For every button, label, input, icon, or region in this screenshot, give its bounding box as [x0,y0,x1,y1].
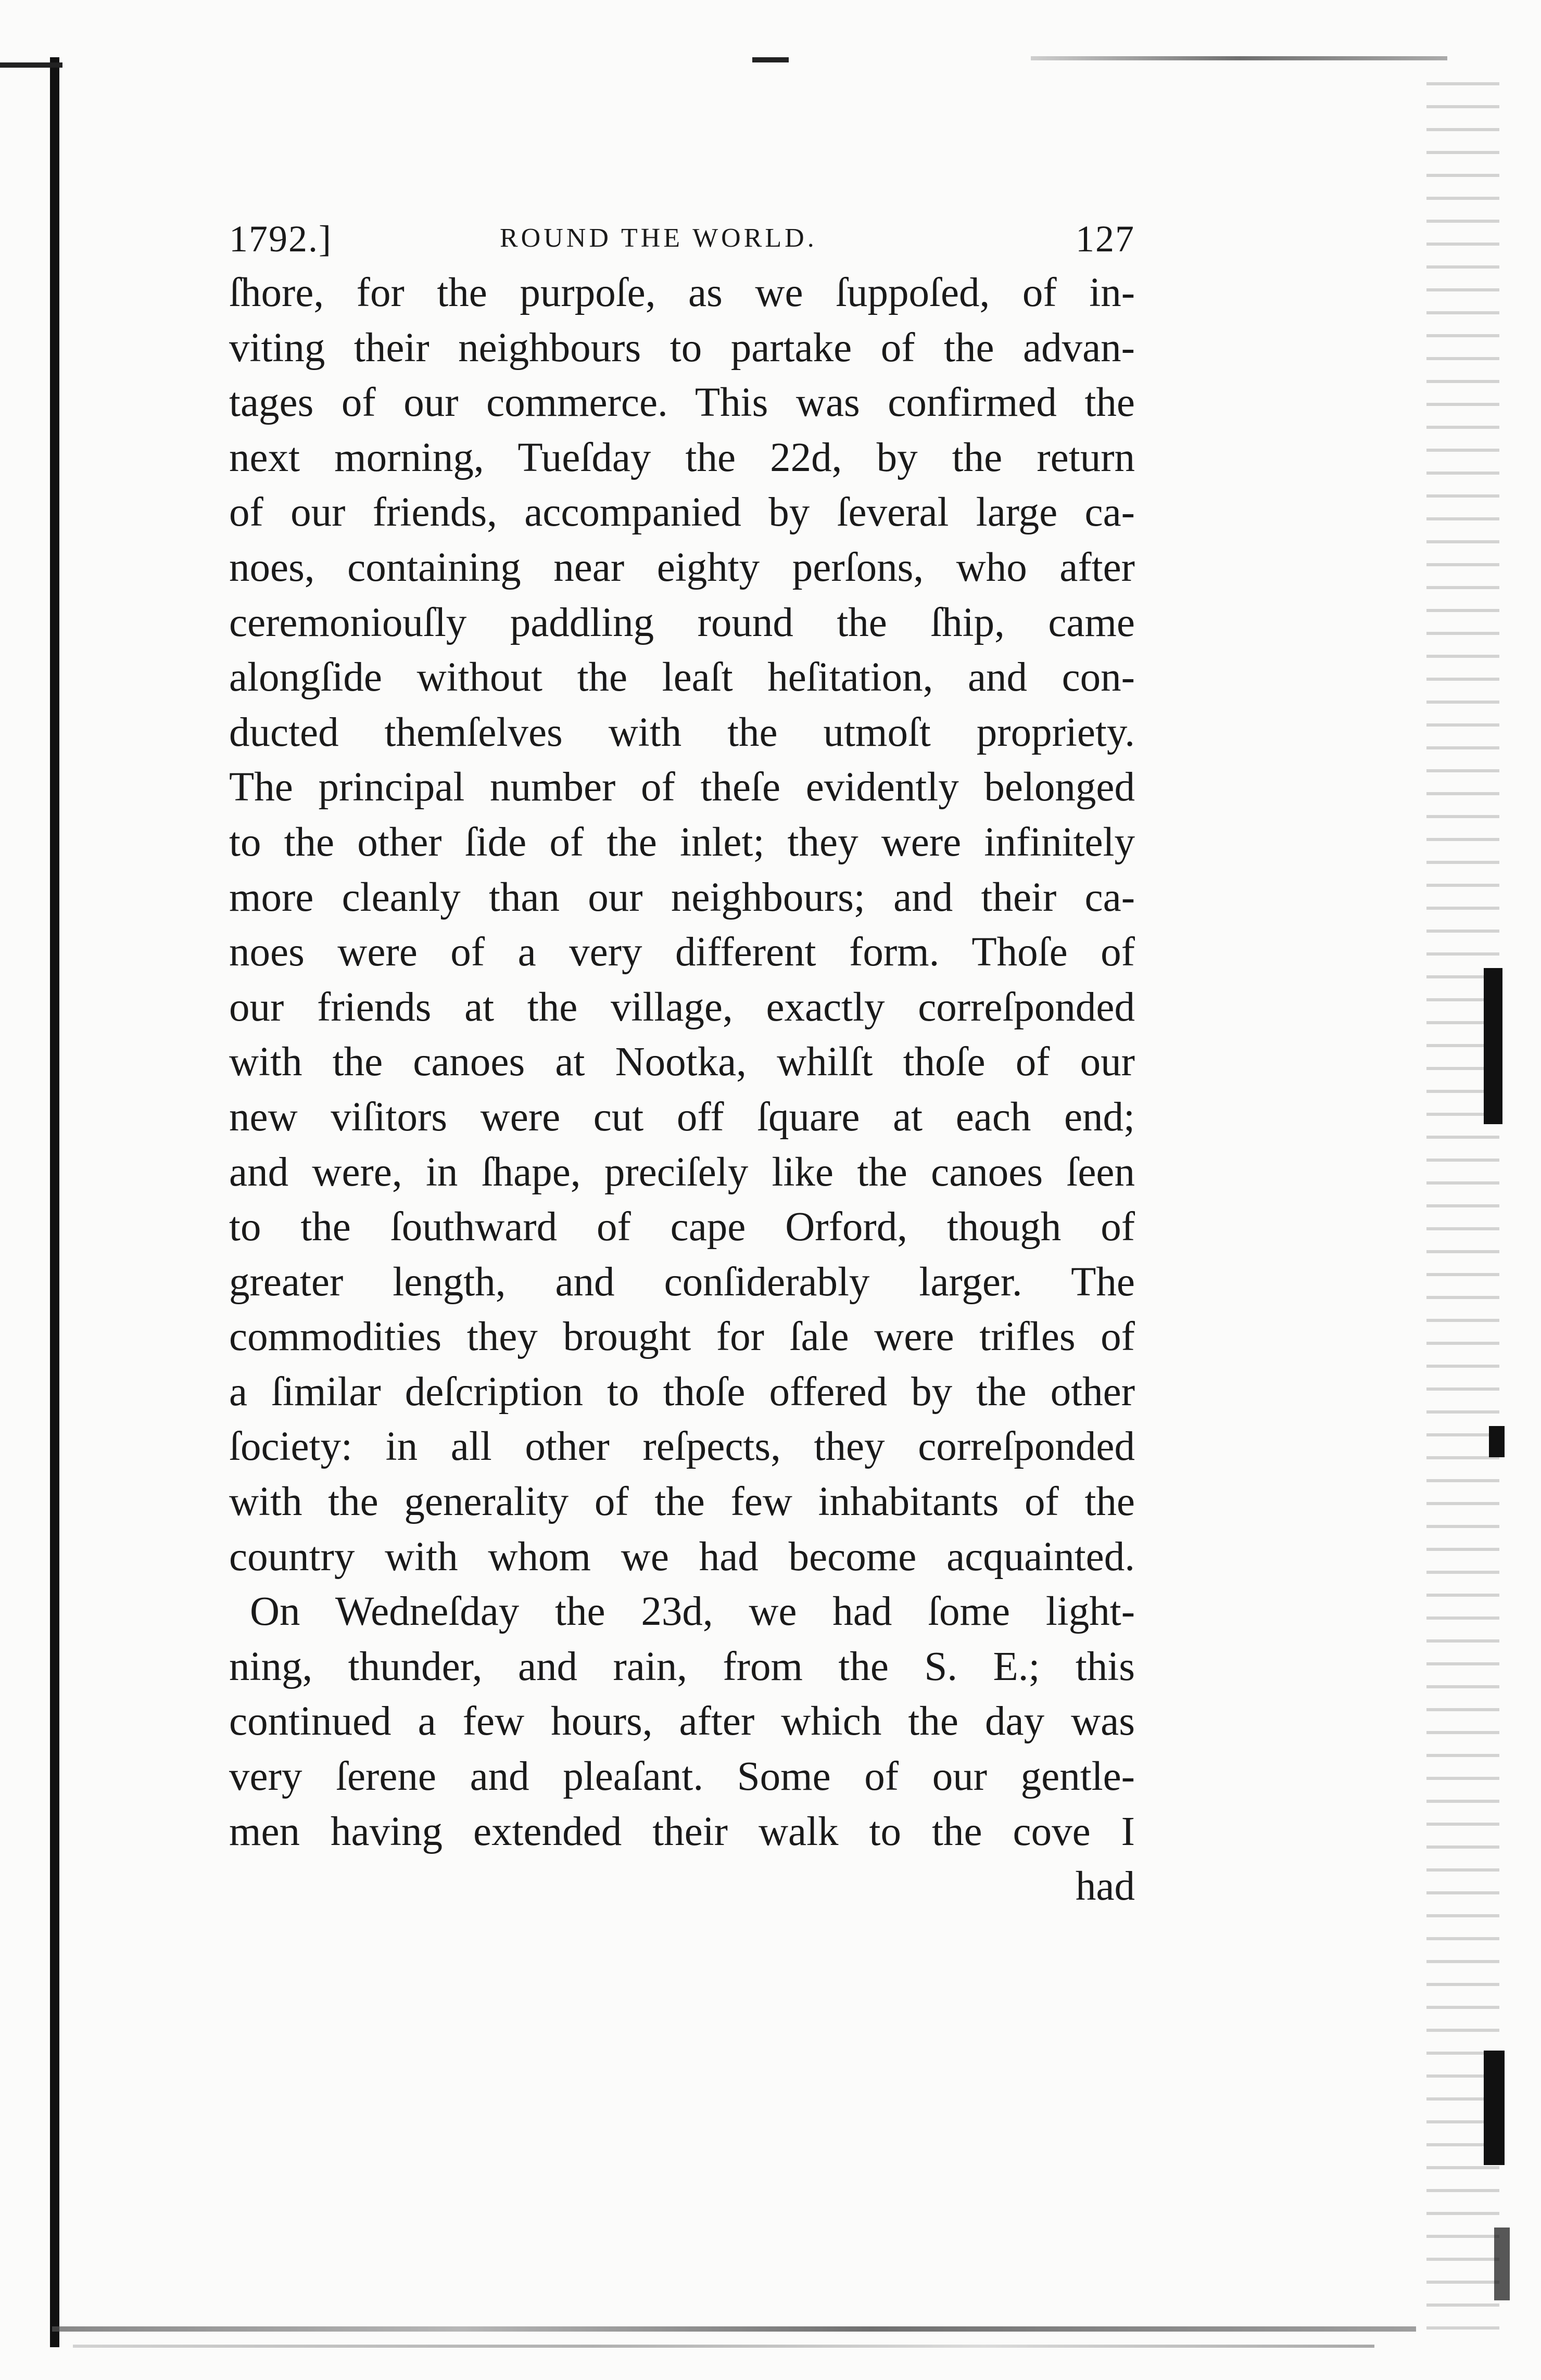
running-head-title: ROUND THE WORLD. [500,223,817,253]
page-binding-edge [50,57,59,2347]
text-line: noes, containing near eighty perſons, who after [229,544,1135,590]
facing-page-mark [1484,968,1502,1124]
text-line: more cleanly than our neighbours; and their ca- [229,874,1135,920]
text-line: continued a few hours, after which the day was [229,1699,1135,1745]
text-line: ceremoniouſly paddling round the ſhip, came [229,600,1135,645]
catchword: had [1075,1864,1135,1910]
text-line: our friends at the village, exactly correſponded [229,984,1135,1030]
text-line: greater length, and conſiderably larger. The [229,1259,1135,1305]
facing-page-mark [1494,2228,1510,2300]
text-line: country with whom we had become acquainted. [229,1534,1135,1580]
text-line: ning, thunder, and rain, from the S. E.; this [229,1644,1135,1689]
text-line: On Wedneſday the 23d, we had ſome light- [250,1589,1135,1635]
text-line: and were, in ſhape, preciſely like the canoes ſeen [229,1149,1135,1195]
text-line: to the other ſide of the inlet; they were infinitely [229,819,1135,865]
text-line: viting their neighbours to partake of the advan- [229,325,1135,371]
page-top-edge [1031,56,1447,60]
text-line: commodities they brought for ſale were trifles of [229,1314,1135,1360]
book-page [229,208,1135,1914]
running-head [229,208,1135,265]
page-top-mark [752,57,789,62]
facing-page-bleed-through [1426,62,1499,2342]
text-line: ſhore, for the purpoſe, as we ſuppoſed, of in- [229,270,1135,315]
text-line: men having extended their walk to the cove I [229,1809,1135,1854]
text-line: of our friends, accompanied by ſeveral large ca- [229,490,1135,536]
page-bottom-edge [52,2326,1416,2332]
page-bottom-edge-shadow [73,2345,1374,2348]
facing-page-mark [1489,1426,1505,1457]
running-head-year: 1792.] [229,218,332,260]
text-line: to the ſouthward of cape Orford, though of [229,1204,1135,1250]
facing-page-mark [1484,2051,1505,2165]
text-line: very ſerene and pleaſant. Some of our gentle- [229,1754,1135,1800]
text-line: next morning, Tueſday the 22d, by the return [229,435,1135,480]
text-line: a ſimilar deſcription to thoſe offered by the other [229,1369,1135,1415]
text-line: noes were of a very different form. Thoſe of [229,930,1135,975]
text-line: new viſitors were cut off ſquare at each end; [229,1094,1135,1140]
paragraph-two [229,1584,1135,1859]
text-line: ducted themſelves with the utmoſt propriety. [229,709,1135,755]
page-number: 127 [1076,218,1135,260]
page-corner-shadow [0,62,62,68]
text-line: The principal number of theſe evidently belonged [229,765,1135,810]
text-line: ſociety: in all other reſpects, they correſponded [229,1424,1135,1470]
paragraph-one [229,265,1135,1584]
text-line: tages of our commerce. This was confirmed the [229,380,1135,426]
text-line: alongſide without the leaſt heſitation, and con- [229,655,1135,701]
text-line: with the generality of the few inhabitants of the [229,1479,1135,1525]
text-line: with the canoes at Nootka, whilſt thoſe of our [229,1039,1135,1085]
